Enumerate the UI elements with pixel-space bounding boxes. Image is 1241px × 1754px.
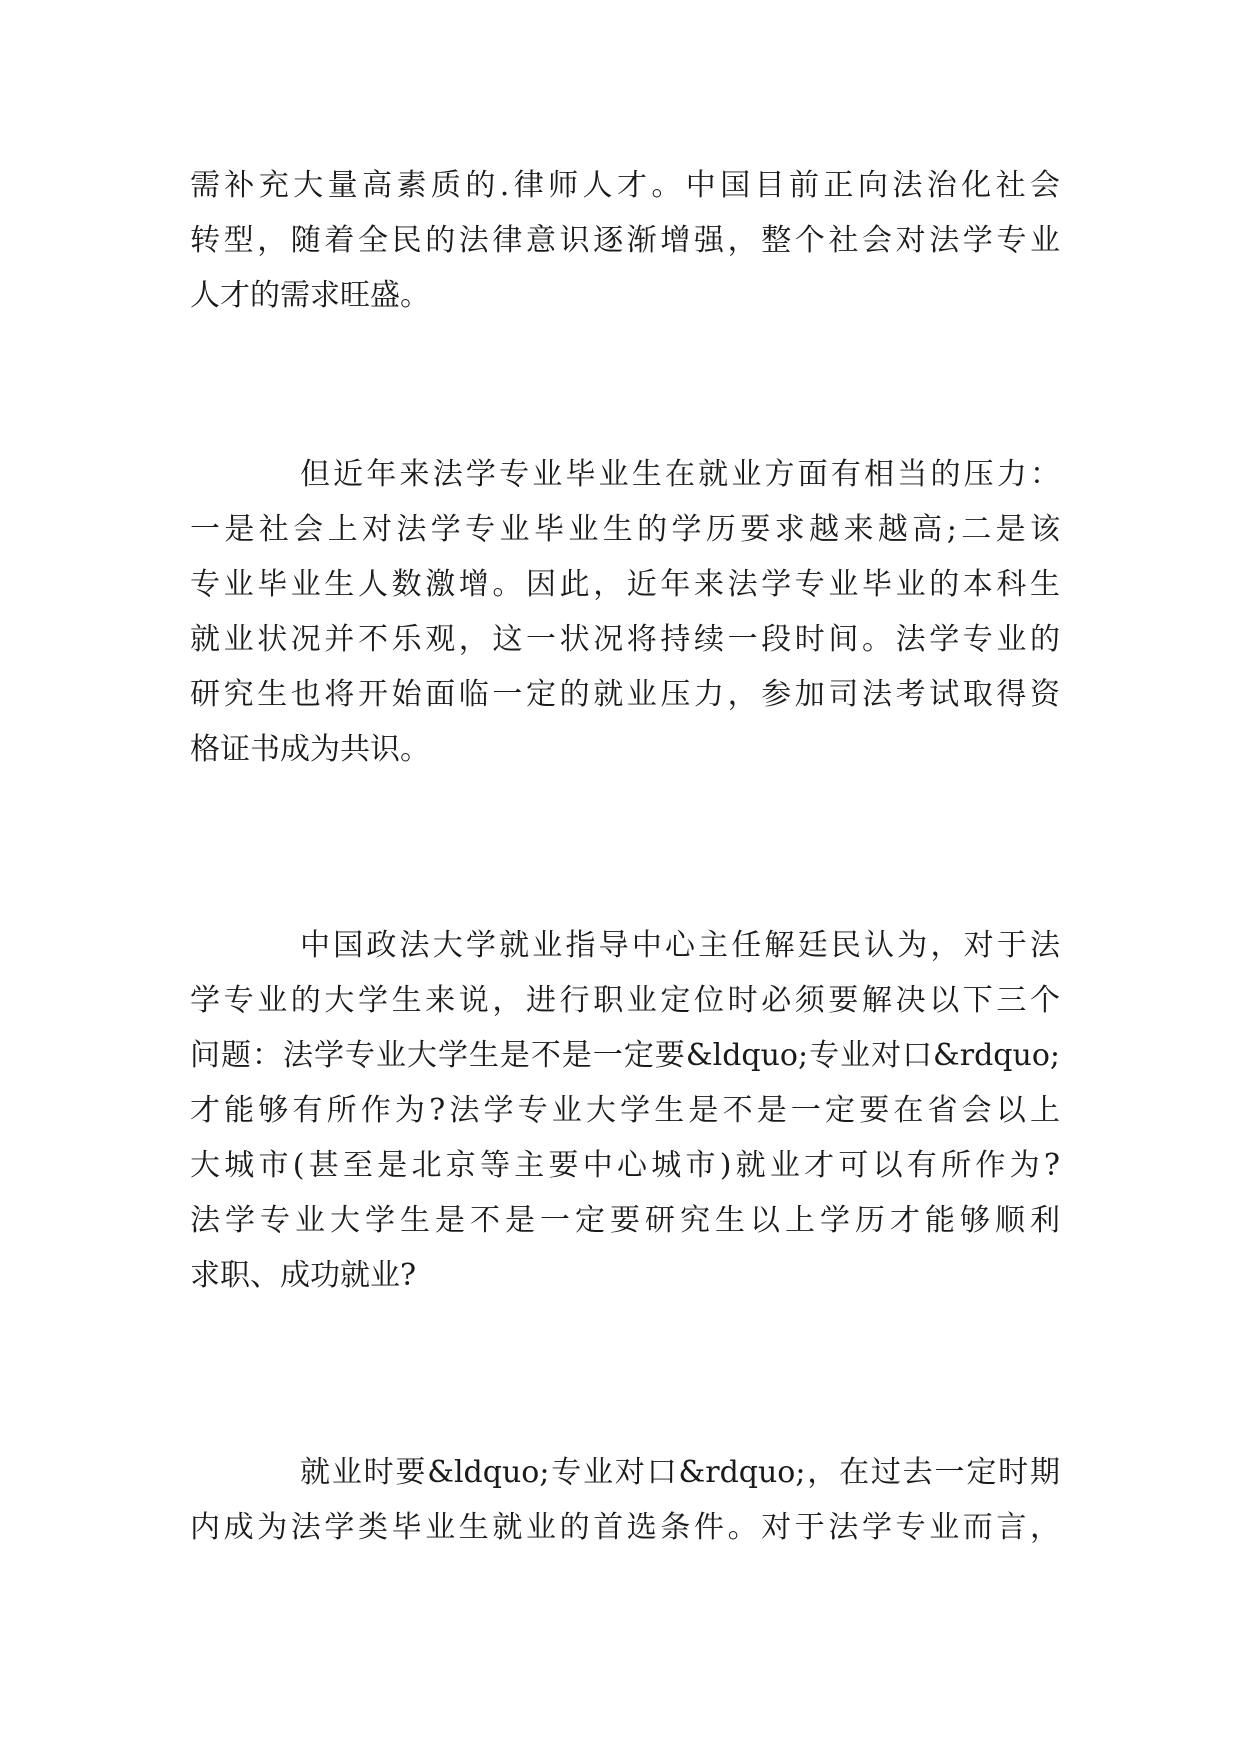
paragraph-line: 学专业的大学生来说，进行职业定位时必须要解决以下三个 [190,983,1060,1018]
paragraph-line: 中国政法大学就业指导中心主任解廷民认为，对于法 [300,928,1060,963]
paragraph-line: 专业毕业生人数激增。因此，近年来法学专业毕业的本科生 [190,567,1060,602]
paragraph-line: 求职、成功就业? [190,1258,417,1293]
paragraph-2 [190,447,1060,777]
paragraph-line: 内成为法学类毕业生就业的首选条件。对于法学专业而言， [190,1510,1060,1545]
paragraph-line: 大城市(甚至是北京等主要中心城市)就业才可以有所作为? [190,1148,1060,1183]
paragraph-line: 才能够有所作为?法学专业大学生是不是一定要在省会以上 [190,1093,1060,1128]
paragraph-line: 人才的需求旺盛。 [190,278,430,313]
paragraph-line: 格证书成为共识。 [190,732,430,767]
paragraph-line: 但近年来法学专业毕业生在就业方面有相当的压力： [300,457,1060,492]
paragraph-line: 需补充大量高素质的.律师人才。中国目前正向法治化社会 [190,168,1060,203]
paragraph-3 [190,918,1060,1303]
paragraph-line: 一是社会上对法学专业毕业生的学历要求越来越高;二是该 [190,512,1060,547]
paragraph-1 [190,158,1060,323]
paragraph-line: 研究生也将开始面临一定的就业压力，参加司法考试取得资 [190,677,1060,712]
paragraph-line: 转型，随着全民的法律意识逐渐增强，整个社会对法学专业 [190,223,1060,258]
paragraph-line: 问题：法学专业大学生是不是一定要&ldquo;专业对口&rdquo; [190,1038,1060,1073]
paragraph-line: 就业状况并不乐观，这一状况将持续一段时间。法学专业的 [190,622,1060,657]
paragraph-4 [190,1445,1060,1555]
paragraph-line: 法学专业大学生是不是一定要研究生以上学历才能够顺利 [190,1203,1060,1238]
paragraph-line: 就业时要&ldquo;专业对口&rdquo;，在过去一定时期 [300,1455,1060,1490]
